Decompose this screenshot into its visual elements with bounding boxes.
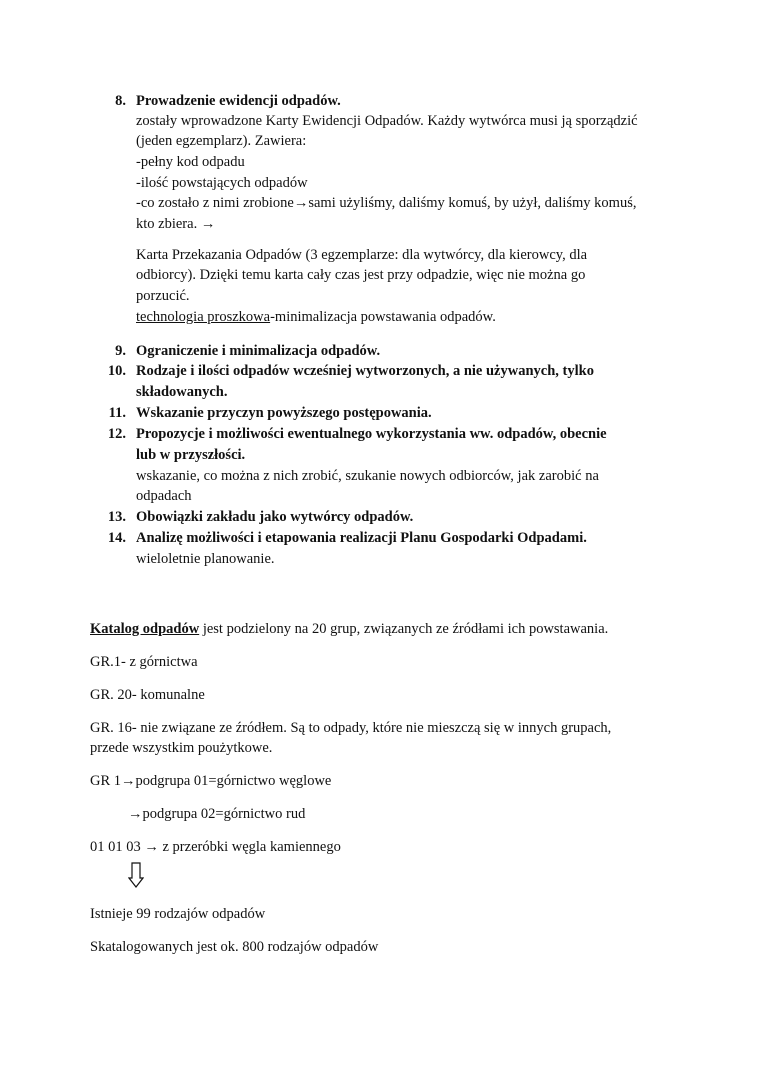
body-text: 01 01 03 (90, 839, 145, 855)
arrow-right-icon: → (121, 773, 136, 789)
body-text: -co zostało z nimi zrobione (136, 195, 294, 211)
list-number: 9. (115, 343, 126, 359)
body-text: GR 1 (90, 773, 122, 789)
arrow-right-icon: → (128, 806, 143, 822)
group-line: GR. 20- komunalne (90, 687, 205, 703)
body-line: Karta Przekazania Odpadów (3 egzemplarze: dla wytwórcy, dla kierowcy, dla (136, 247, 588, 263)
body-line: porzucić. (136, 288, 190, 304)
list-item-text: składowanych. (136, 384, 228, 400)
list-item-text: Rodzaje i ilości odpadów wcześniej wytworzonych, a nie używanych, tylko (136, 363, 594, 379)
katalog-line (90, 620, 608, 638)
body-line: wskazanie, co można z nich zrobić, szukanie nowych odbiorców, jak zarobić na (136, 468, 599, 484)
list-number: 14. (107, 530, 126, 546)
subgroup-line (90, 772, 331, 790)
body-text: kto zbiera. (136, 216, 198, 232)
body-line (136, 308, 496, 326)
body-text: podgrupa 01=górnictwo węglowe (135, 773, 332, 789)
list-number: 13. (107, 509, 126, 525)
body-text: -minimalizacja powstawania odpadów. (270, 309, 496, 325)
list-item-text: Obowiązki zakładu jako wytwórcy odpadów. (136, 509, 414, 525)
body-line: odbiorcy). Dzięki temu karta cały czas jest przy odpadzie, więc nie można go (136, 267, 586, 283)
down-arrow-icon (128, 862, 144, 888)
list-item-text: lub w przyszłości. (136, 447, 246, 463)
group-line: przede wszystkim poużytkowe. (90, 740, 273, 756)
tech-term: technologia proszkowa (136, 309, 271, 325)
katalog-title: Katalog odpadów (90, 621, 200, 637)
body-line: zostały wprowadzone Karty Ewidencji Odpadów. Każdy wytwórca musi ją sporządzić (136, 113, 638, 129)
arrow-right-icon: → (293, 195, 309, 211)
subgroup-line (128, 805, 305, 823)
body-text: jest podzielony na 20 grup, związanych ze źródłami ich powstawania. (199, 621, 609, 637)
list-number: 12. (107, 426, 126, 442)
arrow-right-icon: → (144, 839, 159, 855)
body-line (136, 194, 636, 212)
list-number: 8. (115, 93, 126, 109)
list-number: 11. (108, 405, 126, 421)
body-line: wieloletnie planowanie. (136, 551, 275, 567)
group-line: GR. 16- nie związane ze źródłem. Są to odpady, które nie mieszczą się w innych grupach, (90, 720, 612, 736)
body-line: -pełny kod odpadu (136, 154, 245, 170)
body-line: (jeden egzemplarz). Zawiera: (136, 133, 307, 149)
code-line (90, 838, 341, 856)
list-item-text: Ograniczenie i minimalizacja odpadów. (136, 343, 381, 359)
body-line: Istnieje 99 rodzajów odpadów (90, 906, 266, 922)
section-heading: Prowadzenie ewidencji odpadów. (136, 93, 341, 109)
list-item-text: Analizę możliwości i etapowania realizacji Planu Gospodarki Odpadami. (136, 530, 587, 546)
body-line: odpadach (136, 488, 192, 504)
body-text: podgrupa 02=górnictwo rud (142, 806, 306, 822)
group-line: GR.1- z górnictwa (90, 654, 198, 670)
list-number: 10. (107, 363, 126, 379)
body-text: z przeróbki węgla kamiennego (158, 839, 341, 855)
body-text: sami użyliśmy, daliśmy komuś, by użył, daliśmy komuś, (308, 195, 637, 211)
arrow-right-icon: → (200, 216, 216, 232)
body-line: -ilość powstających odpadów (136, 175, 308, 191)
body-line (136, 215, 215, 233)
body-line: Skatalogowanych jest ok. 800 rodzajów odpadów (90, 939, 379, 955)
list-item-text: Propozycje i możliwości ewentualnego wykorzystania ww. odpadów, obecnie (136, 426, 607, 442)
list-item-text: Wskazanie przyczyn powyższego postępowania. (136, 405, 432, 421)
